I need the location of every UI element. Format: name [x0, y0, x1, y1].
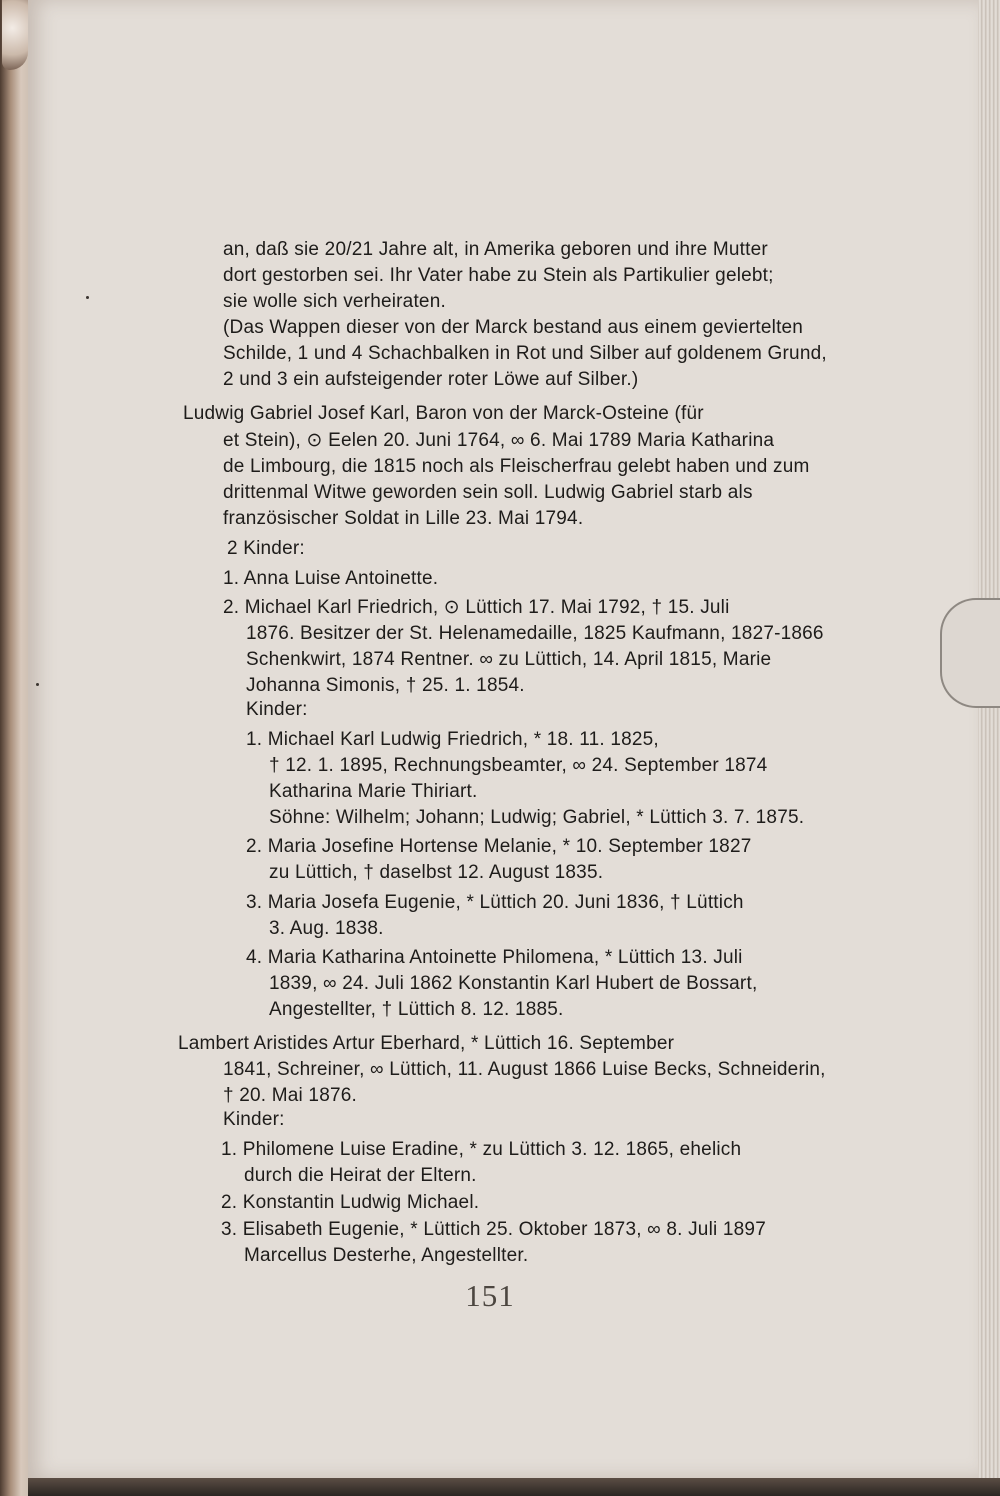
page-edges	[978, 0, 1000, 1480]
text-line: 1876. Besitzer der St. Helenamedaille, 1825 Kaufmann, 1827-1866	[246, 623, 824, 644]
list-item: 1. Michael Karl Ludwig Friedrich, * 18. 11. 1825,	[246, 729, 659, 750]
page-speck	[36, 683, 39, 686]
page-number: 151	[465, 1278, 515, 1313]
page-speck	[86, 296, 89, 299]
text-line: Schilde, 1 und 4 Schachbalken in Rot und Silber auf goldenem Grund,	[223, 343, 827, 364]
list-item: 3. Elisabeth Eugenie, * Lüttich 25. Oktober 1873, ∞ 8. Juli 1897	[221, 1219, 766, 1240]
text-line: sie wolle sich verheiraten.	[223, 291, 446, 312]
text-line: 3. Aug. 1838.	[269, 918, 384, 939]
page-tab-cutout	[940, 598, 1000, 708]
children-label: Kinder:	[246, 699, 308, 720]
text-line: Johanna Simonis, † 25. 1. 1854.	[246, 675, 525, 696]
list-item: 4. Maria Katharina Antoinette Philomena, * Lüttich 13. Juli	[246, 947, 743, 968]
text-line: dort gestorben sei. Ihr Vater habe zu Stein als Partikulier gelebt;	[223, 265, 774, 286]
text-line: Söhne: Wilhelm; Johann; Ludwig; Gabriel, * Lüttich 3. 7. 1875.	[269, 807, 805, 828]
children-label: 2 Kinder:	[227, 538, 305, 559]
list-item: 2. Michael Karl Friedrich, ⊙ Lüttich 17. Mai 1792, † 15. Juli	[223, 597, 730, 618]
entry-heading: Ludwig Gabriel Josef Karl, Baron von der Marck-Osteine (für	[183, 403, 704, 424]
children-label: Kinder:	[223, 1109, 285, 1130]
text-line: Angestellter, † Lüttich 8. 12. 1885.	[269, 999, 564, 1020]
text-line: Schenkwirt, 1874 Rentner. ∞ zu Lüttich, 14. April 1815, Marie	[246, 649, 772, 670]
text-line: et Stein), ⊙ Eelen 20. Juni 1764, ∞ 6. Mai 1789 Maria Katharina	[223, 430, 775, 451]
text-line: Marcellus Desterhe, Angestellter.	[244, 1245, 529, 1266]
text-line: durch die Heirat der Eltern.	[244, 1165, 477, 1186]
text-line: (Das Wappen dieser von der Marck bestand aus einem geviertelten	[223, 317, 804, 338]
text-line: an, daß sie 20/21 Jahre alt, in Amerika geboren und ihre Mutter	[223, 239, 768, 260]
text-line: 2 und 3 ein aufsteigender roter Löwe auf Silber.)	[223, 369, 639, 390]
text-line: 1839, ∞ 24. Juli 1862 Konstantin Karl Hubert de Bossart,	[269, 973, 758, 994]
text-line: Katharina Marie Thiriart.	[269, 781, 478, 802]
list-item: 2. Maria Josefine Hortense Melanie, * 10. September 1827	[246, 836, 752, 857]
list-item: 1. Anna Luise Antoinette.	[223, 568, 439, 589]
text-line: französischer Soldat in Lille 23. Mai 1794.	[223, 508, 584, 529]
bottom-shadow	[28, 1478, 1000, 1496]
text-line: drittenmal Witwe geworden sein soll. Ludwig Gabriel starb als	[223, 482, 753, 503]
entry-heading: Lambert Aristides Artur Eberhard, * Lüttich 16. September	[178, 1033, 675, 1054]
list-item: 2. Konstantin Ludwig Michael.	[221, 1192, 480, 1213]
text-line: zu Lüttich, † daselbst 12. August 1835.	[269, 862, 604, 883]
page-curl	[2, 0, 28, 70]
text-line: † 12. 1. 1895, Rechnungsbeamter, ∞ 24. September 1874	[269, 755, 768, 776]
book-spine	[0, 0, 30, 1496]
list-item: 1. Philomene Luise Eradine, * zu Lüttich 3. 12. 1865, ehelich	[221, 1139, 742, 1160]
text-line: de Limbourg, die 1815 noch als Fleischerfrau gelebt haben und zum	[223, 456, 810, 477]
list-item: 3. Maria Josefa Eugenie, * Lüttich 20. Juni 1836, † Lüttich	[246, 892, 744, 913]
text-line: † 20. Mai 1876.	[223, 1085, 357, 1106]
text-line: 1841, Schreiner, ∞ Lüttich, 11. August 1866 Luise Becks, Schneiderin,	[223, 1059, 826, 1080]
